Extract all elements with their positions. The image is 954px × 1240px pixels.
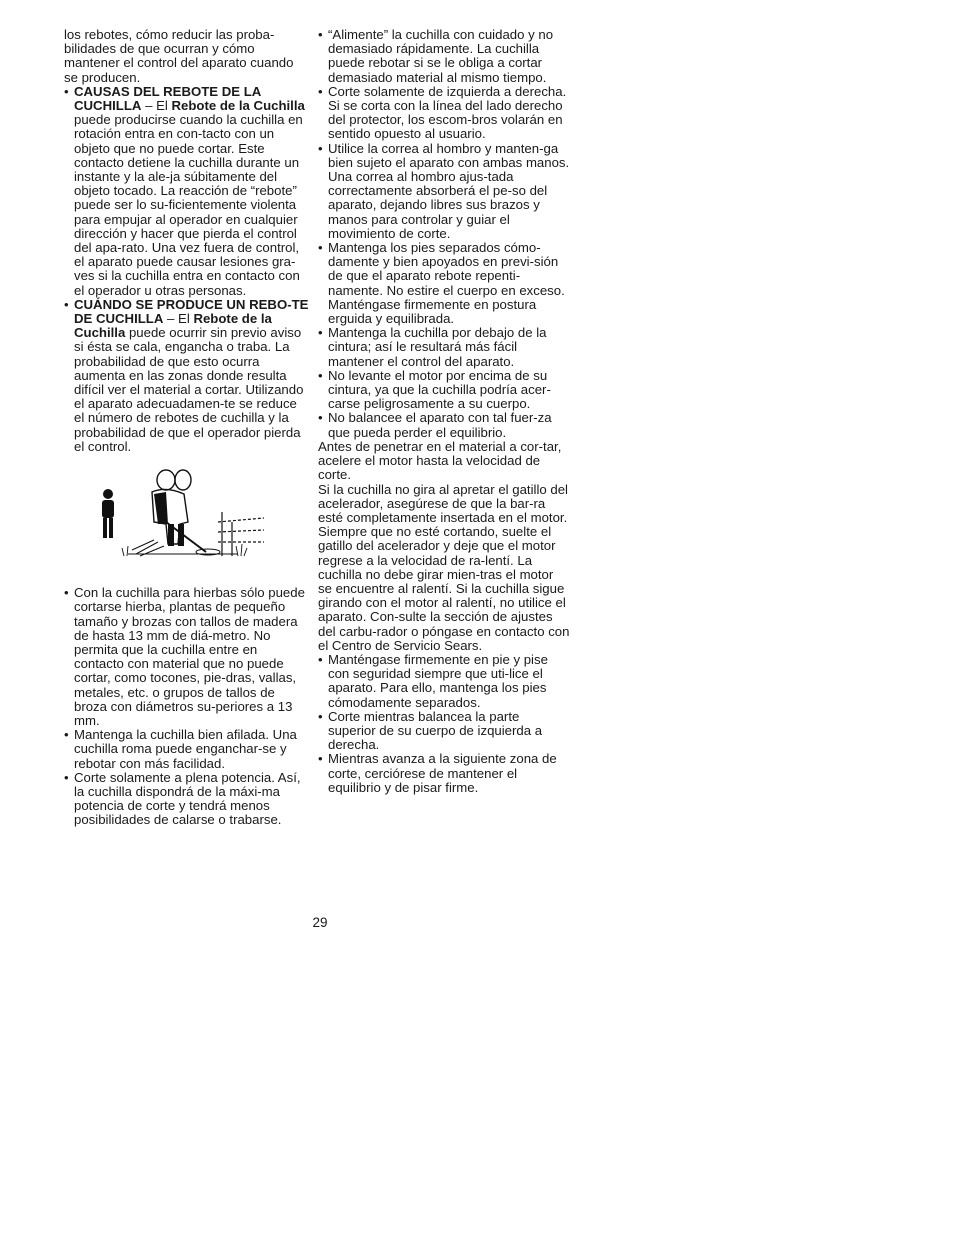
- list-item: • Corte solamente de izquierda a derecha. Si se corta con la línea del lado derecho del protector, los escom-bros volarán en sentido opuesto al usuario.: [318, 85, 570, 142]
- right-bullet-list-b: [318, 653, 570, 795]
- causas-dash: – El: [141, 98, 172, 114]
- cuando-dash: – El: [163, 311, 194, 327]
- list-item: • Corte solamente a plena potencia. Así, la cuchilla dispondrá de la máxi-ma potencia de corte y tendrá menos posibilidades de calarse o trabarse.: [64, 771, 310, 828]
- list-item: • Manténgase firmemente en pie y pise con seguridad siempre que uti-lice el aparato. Para ello, mantenga los pies cómodamente separados.: [318, 653, 570, 710]
- cuando-term: Rebote de la Cuchilla: [74, 311, 272, 341]
- list-item: • No levante el motor por encima de su cintura, ya que la cuchilla podría acer-carse peligrosamente a su cuerpo.: [318, 369, 570, 412]
- trimmer-illustration: [88, 466, 268, 562]
- right-bullet-list-a: [318, 28, 570, 440]
- paragraph-idle: Siempre que no esté cortando, suelte el gatillo del acelerador y deje que el motor regrese a la velocidad de ra-lentí. La cuchilla no debe girar mien-tras el motor se encuentre al ralentí. Si la cuchilla sigue girando con el motor al ralentí, no utilice el aparato. Con-sulte la sección de ajustes del carbu-rador o póngase en contacto con el Centro de Servicio Sears.: [318, 524, 570, 653]
- list-item: • Mientras avanza a la siguiente zona de corte, cerciórese de mantener el equilibrio y de pisar firme.: [318, 752, 570, 795]
- left-bullet-list: [64, 586, 310, 827]
- cuando-text: puede ocurrir sin previo aviso si ésta se cala, engancha o traba. La probabilidad de que esto ocurra aumenta en las zonas donde resulta difícil ver el material a cortar. Utilizando el aparato adecuadamen-te se reduce el número de rebotes de cuchilla y la probabilidad de que el operador pierda el control.: [74, 325, 304, 454]
- paragraph-accelerate: Antes de penetrar en el material a cor-tar, acelere el motor hasta la velocidad de corte.: [318, 438, 562, 483]
- list-item: • Mantenga la cuchilla bien afilada. Una cuchilla roma puede enganchar-se y rebotar con más facilidad.: [64, 728, 310, 771]
- paragraph-trigger: Si la cuchilla no gira al apretar el gatillo del acelerador, asegúrese de que la bar-ra esté completamente insertada en el motor.: [318, 481, 568, 525]
- list-item: • “Alimente” la cuchilla con cuidado y no demasiado rápidamente. La cuchilla puede rebotar si se le obliga a cortar demasiado material al mismo tiempo.: [318, 28, 570, 85]
- right-column: [318, 28, 570, 795]
- causas-term: Rebote de la Cuchilla: [171, 98, 305, 114]
- left-column: [64, 28, 310, 828]
- list-item: • Corte mientras balancea la parte superior de su cuerpo de izquierda a derecha.: [318, 710, 570, 753]
- trimmer-illustration-svg: [88, 466, 268, 562]
- causas-item: [64, 85, 310, 298]
- list-item: • Mantenga la cuchilla por debajo de la cintura; así le resultará más fácil mantener el control del aparato.: [318, 326, 570, 369]
- cuando-heading: CUÁNDO SE PRODUCE UN REBO-TE DE CUCHILLA: [74, 296, 309, 327]
- list-item: • Mantenga los pies separados cómo-damente y bien apoyados en previ-sión de que el aparato rebote repenti-namente. No estire el cuerpo en exceso. Manténgase firmemente en postura erguida y equilibrada.: [318, 241, 570, 326]
- list-item: • No balancee el aparato con tal fuer-za que pueda perder el equilibrio.: [318, 411, 570, 439]
- list-item: • Con la cuchilla para hierbas sólo puede cortarse hierba, plantas de pequeño tamaño y brozas con tallos de madera de hasta 13 mm de diá-metro. No permita que la cuchilla entre en contacto con material que no puede cortar, como tocones, pie-dras, vallas, metales, etc. o grupos de tallos de broza con diámetros su-periores a 13 mm.: [64, 586, 310, 728]
- causas-text: puede producirse cuando la cuchilla en rotación entra en con-tacto con un objeto que no puede cortar. Este contacto detiene la cuchilla durante un instante y la ale-ja súbitamente del objeto tocado. La reacción de “rebote” puede ser lo su-ficientemente violenta para empujar al operador en cualquier dirección y hacer que pierda el control del apa-rato. Una vez fuera de control, el aparato puede causar lesiones gra-ves si la cuchilla entra en contacto con el operador u otras personas.: [74, 112, 303, 298]
- causas-heading: CAUSAS DEL REBOTE DE LA CUCHILLA: [74, 83, 261, 114]
- list-item: • Utilice la correa al hombro y manten-ga bien sujeto el aparato con ambas manos. Una correa al hombro ajus-tada correctamente absorberá el pe-so del aparato, dejando libres sus brazos y manos para controlar y guiar el movimiento de corte.: [318, 142, 570, 241]
- page-number: 29: [312, 915, 328, 930]
- cuando-item: [64, 298, 310, 454]
- intro-paragraph: los rebotes, cómo reducir las proba-bilidades de que ocurran y cómo mantener el control del aparato cuando se producen.: [64, 27, 294, 85]
